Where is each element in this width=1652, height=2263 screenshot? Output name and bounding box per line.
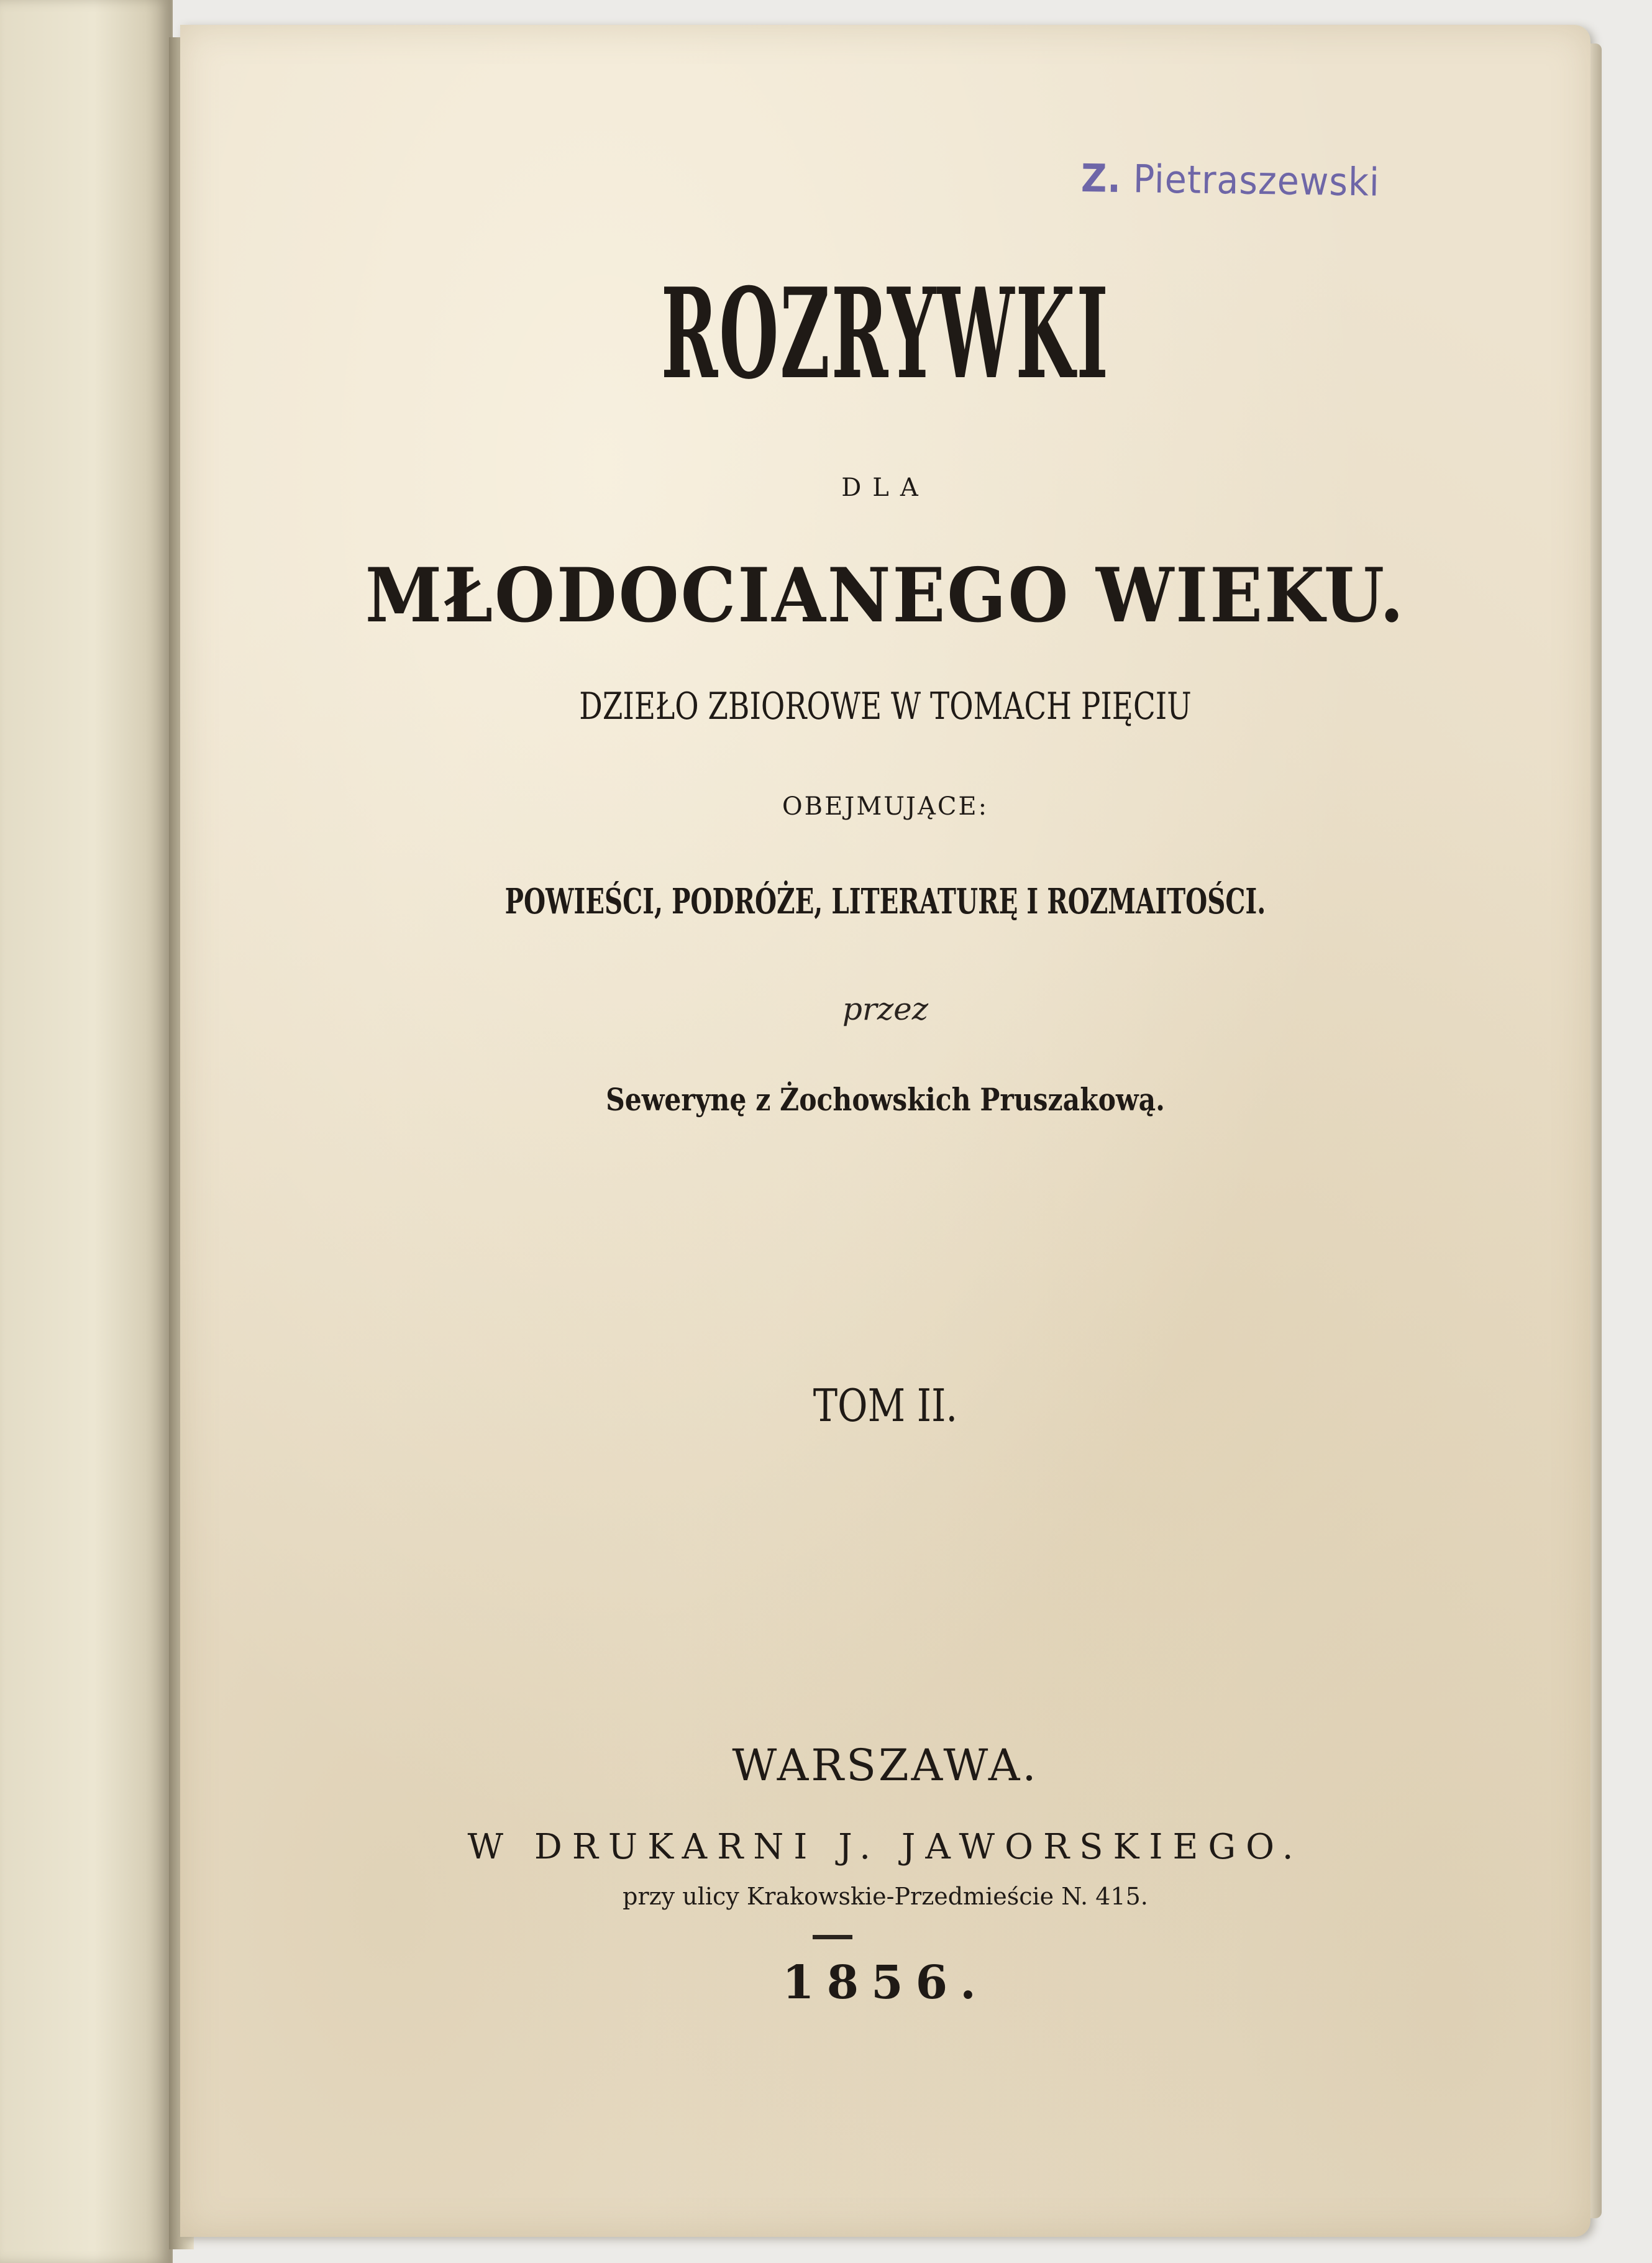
book-title: ROZRYWKI (660, 261, 1110, 407)
by-word: przez (842, 991, 929, 1027)
stamp-initial: Z. (1080, 155, 1122, 201)
volume-number: TOM II. (813, 1379, 958, 1432)
printer-address: przy ulicy Krakowskie-Przedmieście N. 415. (623, 1883, 1148, 1910)
work-description: DZIEŁO ZBIOROWE W TOMACH PIĘCIU (579, 685, 1192, 728)
contents-topics: POWIEŚCI, PODRÓŻE, LITERATURĘ I ROZMAITOŚCI. (504, 881, 1266, 922)
publication-city: WARSZAWA. (732, 1740, 1039, 1791)
divider-rule (813, 1935, 852, 1939)
title-page (180, 25, 1590, 2237)
publication-year: 1856. (782, 1956, 988, 2009)
printer-name: W DRUKARNI J. JAWORSKIEGO. (467, 1827, 1303, 1867)
previous-page-edge (0, 0, 173, 2263)
title-connector: DLA (841, 473, 929, 502)
book-subtitle: MŁODOCIANEGO WIEKU. (365, 552, 1406, 639)
stamp-name: Pietraszewski (1133, 156, 1380, 205)
contents-intro: OBEJMUJĄCE: (782, 792, 989, 821)
owner-stamp (1080, 155, 1380, 205)
author-name: Sewerynę z Żochowskich Pruszakową. (606, 1081, 1165, 1118)
page-block-edge (1590, 43, 1602, 2218)
